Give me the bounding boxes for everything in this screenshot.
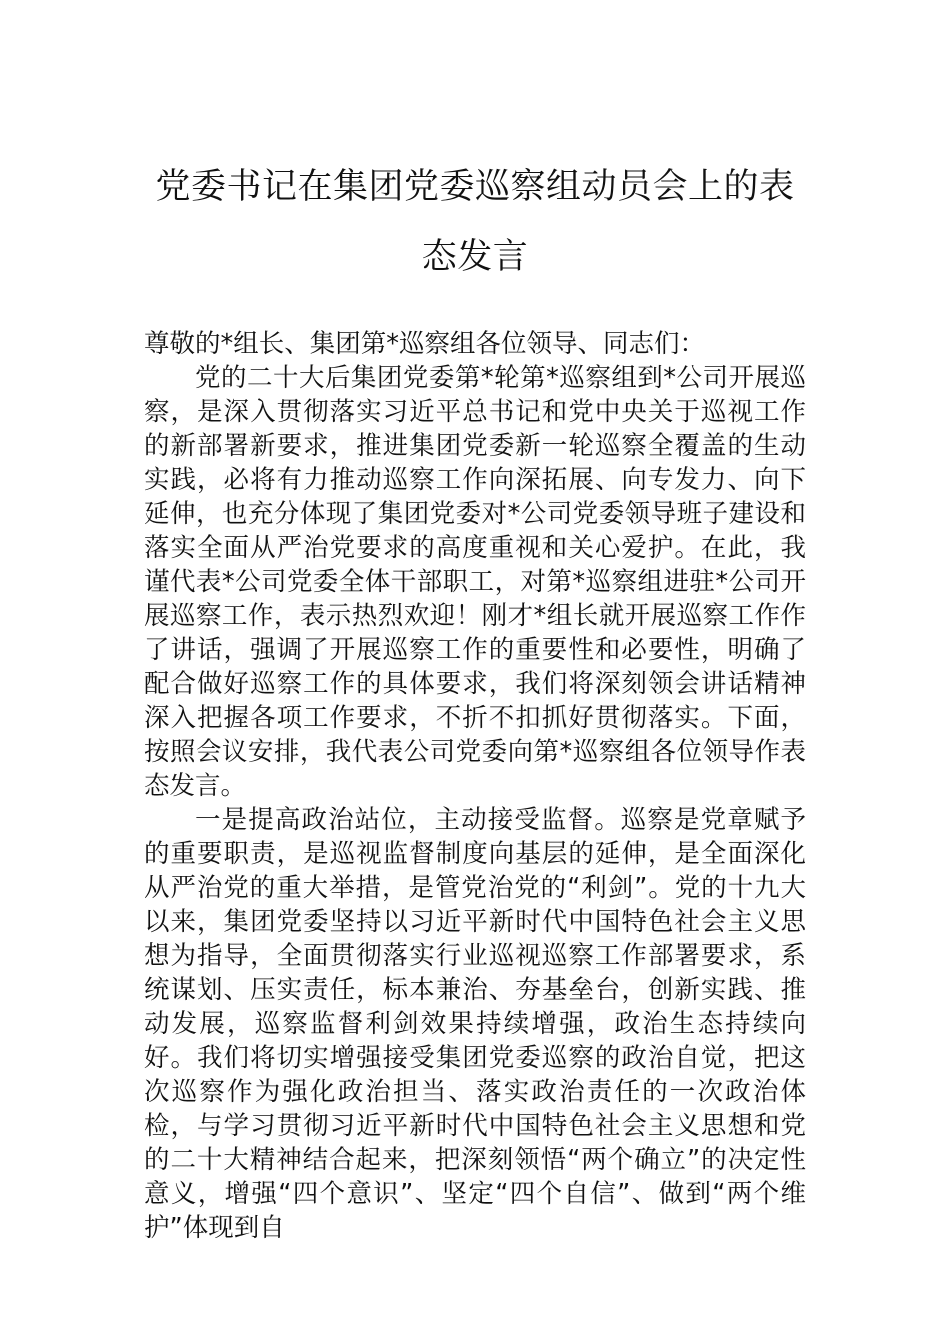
salutation: 尊敬的*组长、集团第*巡察组各位领导、同志们： — [144, 329, 706, 359]
document-body — [144, 327, 806, 1245]
document-title-line-2: 态发言 — [421, 237, 529, 277]
paragraph-point-one: 一是提高政治站位，主动接受监督。巡察是党章赋予的重要职责，是巡视监督制度向基层的延伸，是全面深化从严治党的重大举措，是管党治党的“利剑”。党的十九大以来，集团党委坚持以习近平新时代中国特色社会主义思想为指导，全面贯彻落实行业巡视巡察工作部署要求，系统谋划、压实责任，标本兼治、夯基垒台，创新实践、推动发展，巡察监督利剑效果持续增强，政治生态持续向好。我们将切实增强接受集团党委巡察的政治自觉，把这次巡察作为强化政治担当、落实政治责任的一次政治体检，与学习贯彻习近平新时代中国特色社会主义思想和党的二十大精神结合起来，把深刻领悟“两个确立”的决定性意义，增强“四个意识”、坚定“四个自信”、做到“两个维护”体现到自 — [144, 805, 806, 1243]
document-title-line-1: 党委书记在集团党委巡察组动员会上的表 — [155, 167, 795, 207]
paragraph-opening: 党的二十大后集团党委第*轮第*巡察组到*公司开展巡察，是深入贯彻落实习近平总书记和党中央关于巡视工作的新部署新要求，推进集团党委新一轮巡察全覆盖的生动实践，必将有力推动巡察工作向深拓展、向专发力、向下延伸，也充分体现了集团党委对*公司党委领导班子建设和落实全面从严治党要求的高度重视和关心爱护。在此，我谨代表*公司党委全体干部职工，对第*巡察组进驻*公司开展巡察工作，表示热烈欢迎！刚才*组长就开展巡察工作作了讲话，强调了开展巡察工作的重要性和必要性，明确了配合做好巡察工作的具体要求，我们将深刻领会讲话精神深入把握各项工作要求，不折不扣抓好贯彻落实。下面，按照会议安排，我代表公司党委向第*巡察组各位领导作表态发言。 — [144, 363, 806, 801]
